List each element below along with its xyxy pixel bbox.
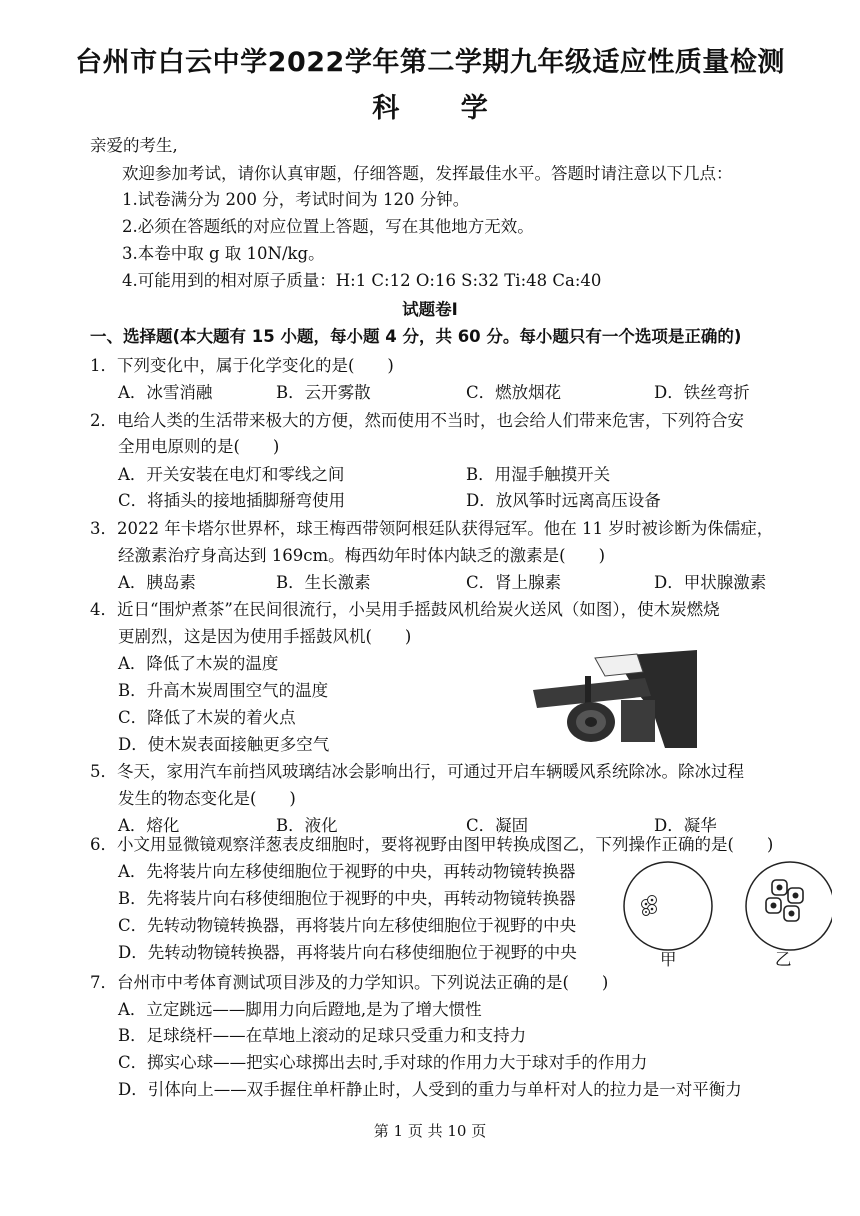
microscope-field-yi xyxy=(744,860,832,952)
q5-option-d: D．凝华 xyxy=(654,816,717,835)
q2-option-a: A．开关安装在电灯和零线之间 xyxy=(118,465,345,484)
question-7-stem: 7．台州市中考体育测试项目涉及的力学知识。下列说法正确的是( ) xyxy=(90,973,609,992)
question-2-stem: 2．电给人类的生活带来极大的方便，然而使用不当时，也会给人们带来危害，下列符合安 xyxy=(90,411,744,430)
question-3-stem-2: 经激素治疗身高达到 169cm。梅西幼年时体内缺乏的激素是( ) xyxy=(118,546,605,565)
q5-option-a: A．熔化 xyxy=(118,816,180,835)
question-4-stem-2: 更剧烈，这是因为使用手摇鼓风机( ) xyxy=(118,627,412,646)
q1-option-a: A．冰雪消融 xyxy=(118,383,213,402)
page-number: 第 1 页 共 10 页 xyxy=(373,1122,487,1140)
q6-option-d: D．先转动物镜转换器，再将装片向右移使细胞位于视野的中央 xyxy=(118,943,577,962)
q7-option-d: D．引体向上——双手握住单杆静止时，人受到的重力与单杆对人的拉力是一对平衡力 xyxy=(118,1080,742,1099)
question-3-stem: 3．2022 年卡塔尔世界杯，球王梅西带领阿根廷队获得冠军。他在 11 岁时被诊断为侏儒症， xyxy=(90,519,774,538)
subject-title: 科 学 xyxy=(372,93,514,124)
q4-option-c: C．降低了木炭的着火点 xyxy=(118,708,296,727)
question-2-stem-2: 全用电原则的是( ) xyxy=(118,437,280,456)
q3-option-a: A．胰岛素 xyxy=(118,573,196,592)
note-3: 3.本卷中取 g 取 10N/kg。 xyxy=(122,244,325,263)
note-2: 2.必须在答题纸的对应位置上答题，写在其他地方无效。 xyxy=(122,217,534,236)
section-heading: 一、选择题(本大题有 15 小题，每小题 4 分，共 60 分。每小题只有一个选项是正确的) xyxy=(90,327,742,346)
welcome-text: 欢迎参加考试，请你认真审题，仔细答题，发挥最佳水平。答题时请注意以下几点： xyxy=(122,164,733,183)
q6-option-c: C．先转动物镜转换器，再将装片向左移使细胞位于视野的中央 xyxy=(118,916,577,935)
q1-option-c: C．燃放烟花 xyxy=(466,383,562,402)
question-1-stem: 1．下列变化中，属于化学变化的是( ) xyxy=(90,356,394,375)
note-1: 1.试卷满分为 200 分，考试时间为 120 分钟。 xyxy=(122,190,470,209)
q5-option-c: C．凝固 xyxy=(466,816,529,835)
question-6-stem: 6．小文用显微镜观察洋葱表皮细胞时，要将视野由图甲转换成图乙，下列操作正确的是( ) xyxy=(90,835,774,854)
question-5-stem: 5．冬天，家用汽车前挡风玻璃结冰会影响出行，可通过开启车辆暖风系统除冰。除冰过程 xyxy=(90,762,744,781)
q4-option-a: A．降低了木炭的温度 xyxy=(118,654,279,673)
q4-option-d: D．使木炭表面接触更多空气 xyxy=(118,735,330,754)
exam-title: 台州市白云中学2022学年第二学期九年级适应性质量检测 xyxy=(75,47,785,78)
q7-option-a: A．立定跳远——脚用力向后蹬地,是为了增大惯性 xyxy=(118,1000,482,1019)
q7-option-b: B．足球绕杆——在草地上滚动的足球只受重力和支持力 xyxy=(118,1026,527,1045)
volume-label: 试题卷Ⅰ xyxy=(402,300,458,319)
q1-option-d: D．铁丝弯折 xyxy=(654,383,750,402)
blower-photo xyxy=(525,650,697,748)
microscope-field-jia xyxy=(622,860,714,952)
q5-option-b: B．液化 xyxy=(276,816,338,835)
q3-option-c: C．肾上腺素 xyxy=(466,573,562,592)
note-4: 4.可能用到的相对原子质量：H:1 C:12 O:16 S:32 Ti:48 Ca:40 xyxy=(122,271,602,290)
q6-option-b: B．先将装片向右移使细胞位于视野的中央，再转动物镜转换器 xyxy=(118,889,576,908)
question-5-stem-2: 发生的物态变化是( ) xyxy=(118,789,296,808)
q1-option-b: B．云开雾散 xyxy=(276,383,371,402)
figure-label-jia: 甲 xyxy=(660,950,677,969)
q2-option-b: B．用湿手触摸开关 xyxy=(466,465,611,484)
q3-option-d: D．甲状腺激素 xyxy=(654,573,767,592)
q2-option-d: D．放风筝时远离高压设备 xyxy=(466,491,661,510)
q4-option-b: B．升高木炭周围空气的温度 xyxy=(118,681,329,700)
q3-option-b: B．生长激素 xyxy=(276,573,371,592)
question-4-stem: 4．近日“围炉煮茶”在民间很流行，小吴用手摇鼓风机给炭火送风（如图），使木炭燃烧 xyxy=(90,600,720,619)
q2-option-c: C．将插头的接地插脚掰弯使用 xyxy=(118,491,346,510)
q7-option-c: C．掷实心球——把实心球掷出去时,手对球的作用力大于球对手的作用力 xyxy=(118,1053,648,1072)
greeting: 亲爱的考生, xyxy=(90,136,178,155)
figure-label-yi: 乙 xyxy=(775,950,792,969)
q6-option-a: A．先将装片向左移使细胞位于视野的中央，再转动物镜转换器 xyxy=(118,862,576,881)
